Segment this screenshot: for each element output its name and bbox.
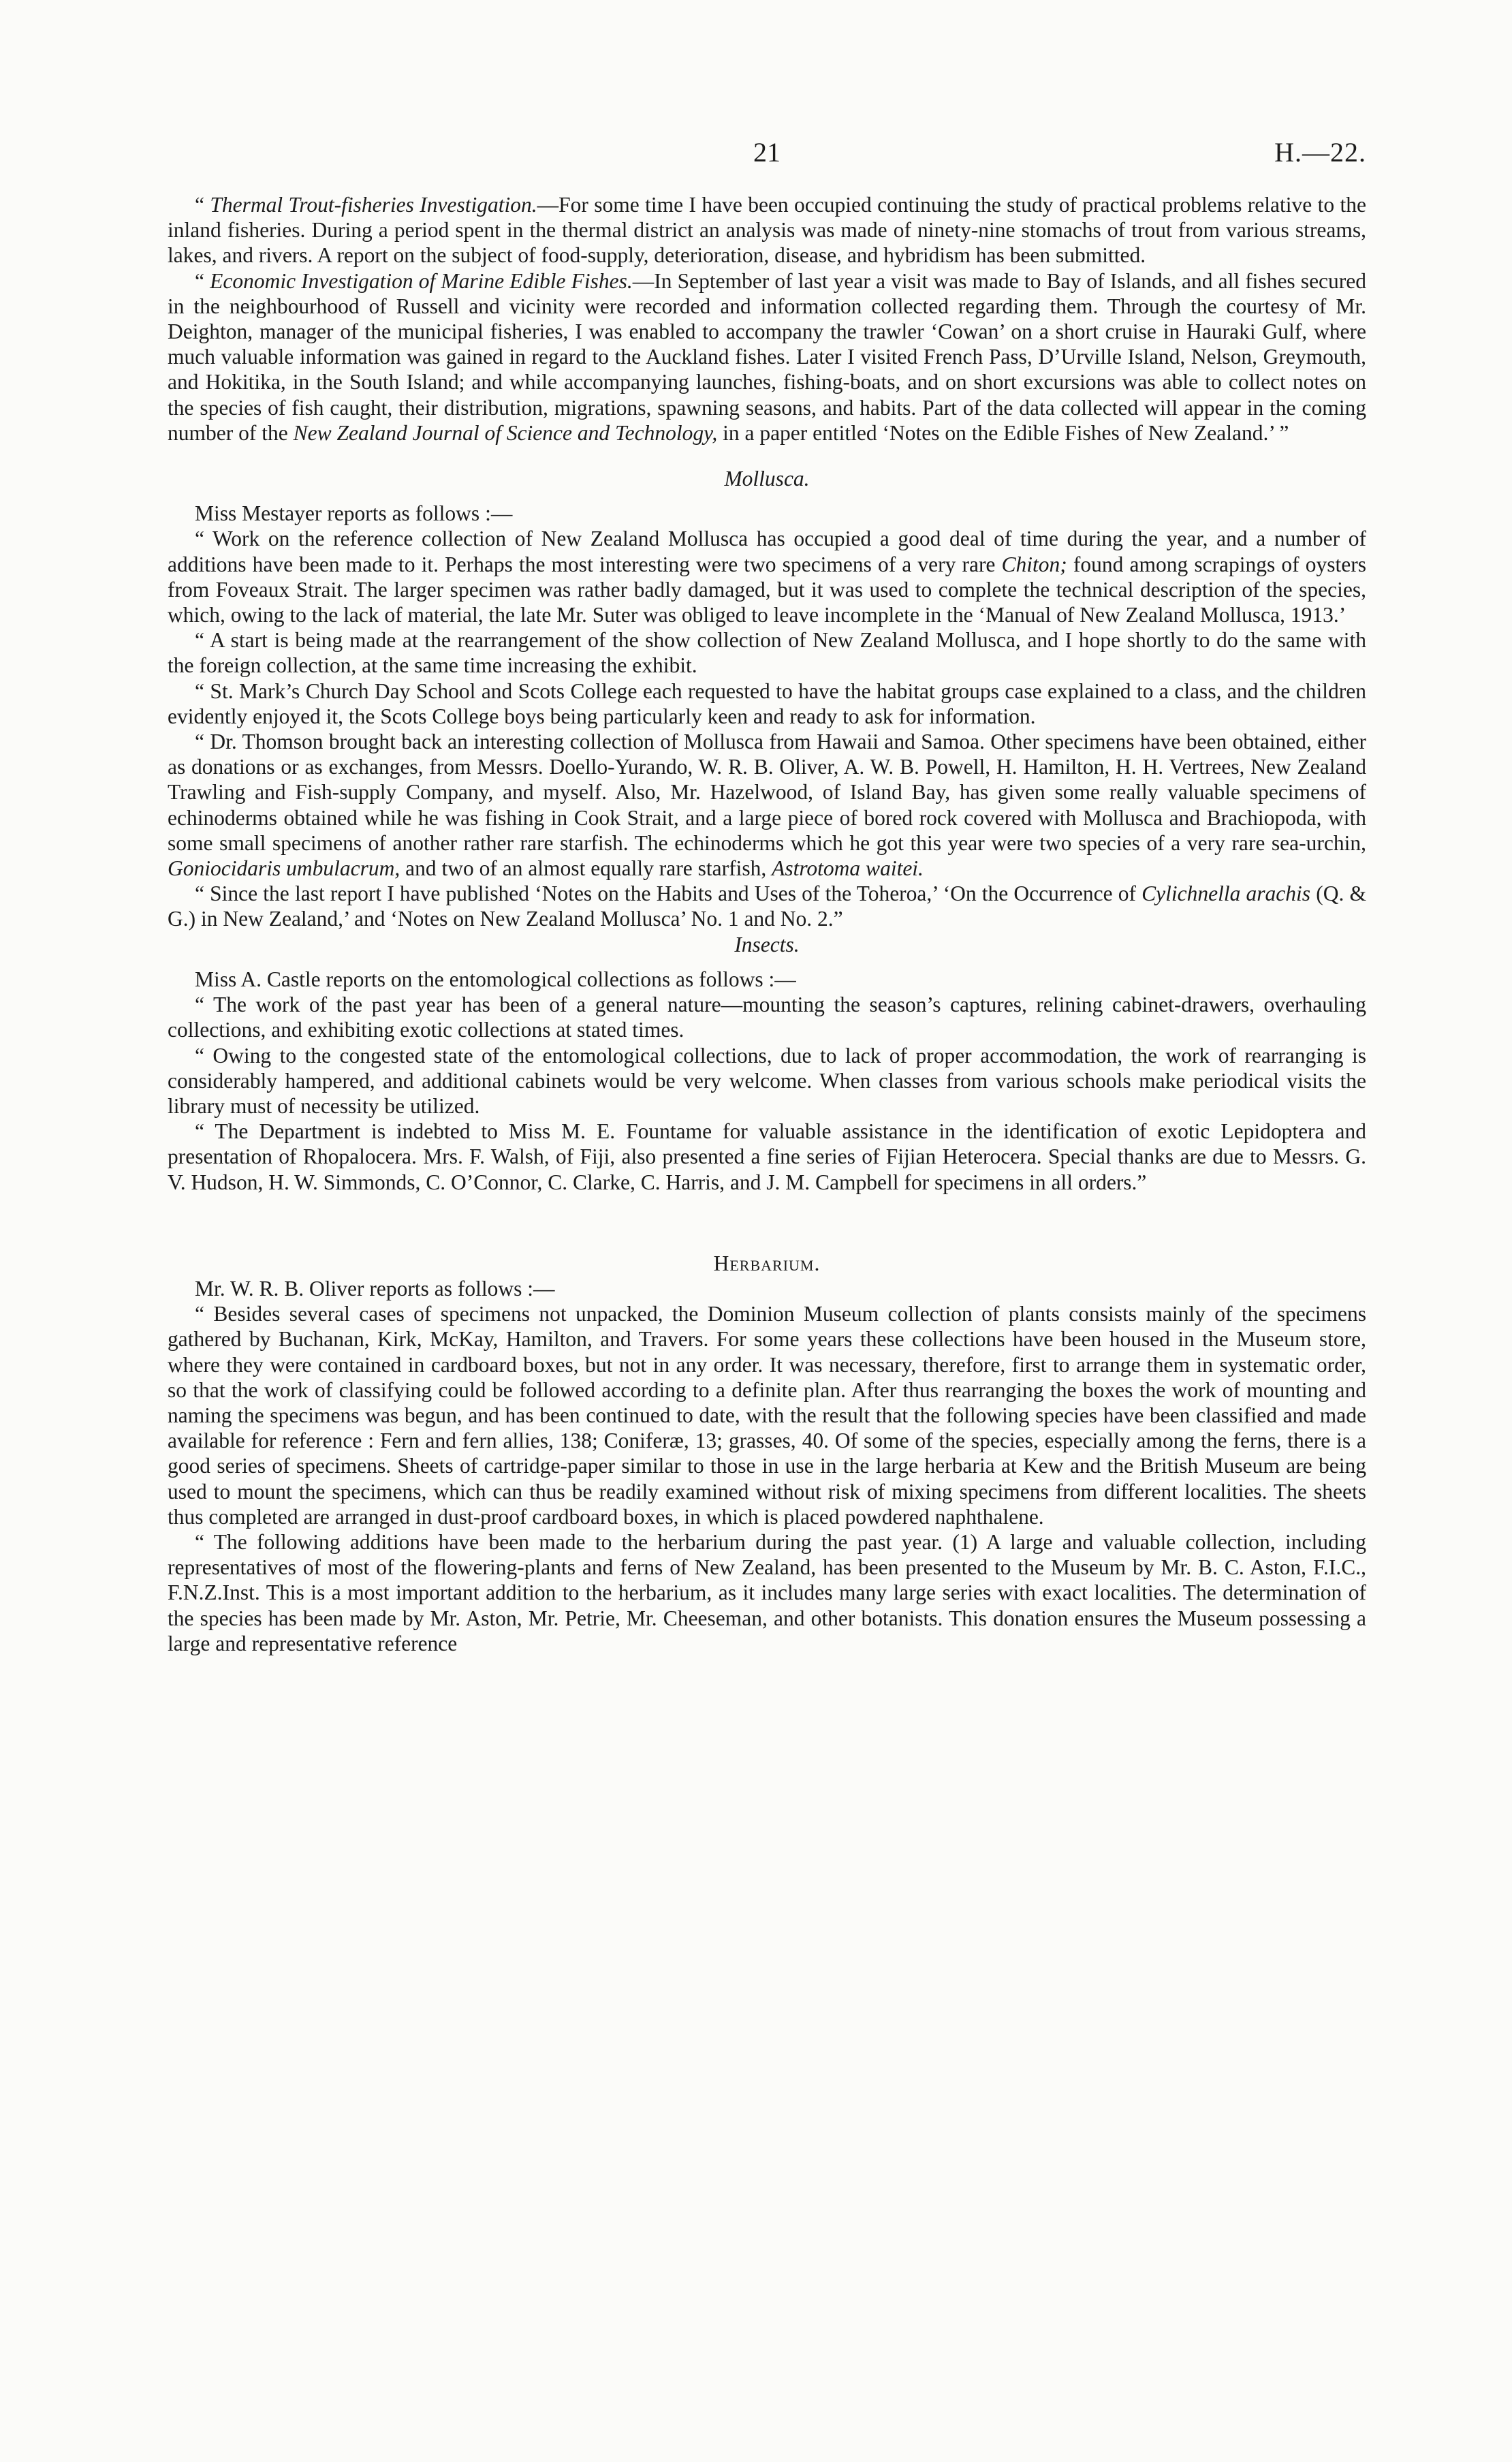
species-name: Goniocidaris umbulacrum, <box>168 856 400 881</box>
mollusca-paragraph-1 <box>168 526 1366 627</box>
section-heading-mollusca: Mollusca. <box>724 467 810 491</box>
mollusca-intro: Miss Mestayer reports as follows :— <box>195 501 513 526</box>
trout-section-text: —For some time I have been occupied continuing the study of practical problems relative to the inland fisheries. During a period spent in the thermal district an analysis was made of ninety-nine stomachs of trout from various streams, lakes, and rivers. A report on the subject of food-supply, deterioration, disease, and hybridism has been submitted. <box>168 193 1366 268</box>
text-run: “ Work on the reference collection of New Zealand Mollusca has occupied a good deal of time during the year, and a number of additions have been made to it. Perhaps the most interesting were two specimens of a very rare <box>168 527 1366 576</box>
insects-paragraph-2: “ Owing to the congested state of the entomological collections, due to lack of proper accommodation, the work of rearranging is considerably hampered, and additional cabinets would be very welcome. When classes from various schools make periodical visits the library must of necessity be utilized. <box>168 1043 1366 1118</box>
species-name: Cylichnella arachis <box>1141 882 1311 906</box>
text-run: “ Dr. Thomson brought back an interesting collection of Mollusca from Hawaii and Samoa. Other specimens have been obtained, either as donations or as exchanges, from Messrs. Doello-Yurando, W. R. B. Oliver, A. W. B. Powell, H. Hamilton, H. H. Vertrees, New Zealand Trawling and Fish-supply Company, and myself. Also, Mr. Hazelwood, of Island Bay, has given some really valuable specimens of echinoderms obtained while he was fishing in Cook Strait, and a large piece of bored rock covered with Mollusca and Brachiopoda, with some small specimens of another rather rare starfish. The echinoderms which he got this year were two species of a very rare sea-urchin, <box>168 730 1366 855</box>
insects-intro: Miss A. Castle reports on the entomological collections as follows :— <box>195 967 796 991</box>
mollusca-paragraph-3: “ St. Mark’s Church Day School and Scots College each requested to have the habitat groups case explained to a class, and the children evidently enjoyed it, the Scots College boys being particularly keen and ready to ask for information. <box>168 679 1366 728</box>
mollusca-paragraph-5 <box>168 881 1366 931</box>
document-body <box>168 192 1366 1656</box>
section-heading-herbarium: Herbarium. <box>713 1251 821 1275</box>
herbarium-paragraph-1: “ Besides several cases of specimens not unpacked, the Dominion Museum collection of plants consists mainly of the specimens gathered by Buchanan, Kirk, McKay, Hamilton, and Travers. For some years these collections have been housed in the Museum store, where they were contained in cardboard boxes, but not in any order. It was necessary, therefore, first to arrange them in systematic order, so that the work of classifying could be followed according to a definite plan. After thus rearranging the boxes the work of mounting and naming the specimens was begun, and has been continued to date, with the result that the following species have been classified and made available for reference : Fern and fern allies, 138; Coniferæ, 13; grasses, 40. Of some of the species, especially among the ferns, there is a good series of specimens. Sheets of cartridge-paper similar to those in use in the large herbaria at Kew and the British Museum are being used to mount the specimens, which can thus be readily examined without risk of mixing specimens from different localities. The sheets thus completed are arranged in dust-proof cardboard boxes, in which is placed powdered naphthalene. <box>168 1302 1366 1529</box>
marine-section-text-b: in a paper entitled ‘Notes on the Edible Fishes of New Zealand.’ ” <box>717 420 1289 445</box>
paragraph-trout-fisheries <box>168 192 1366 268</box>
document-reference: H.—22. <box>1274 137 1366 168</box>
text-run: and two of an almost equally rare starfish, <box>400 856 772 881</box>
text-run: (Q. & G.) in New Zealand,’ and ‘Notes on New Zealand Mollusca’ No. 1 and No. 2.” <box>168 882 1366 931</box>
journal-title: New Zealand Journal of Science and Technology, <box>293 420 718 445</box>
text-run: “ Since the last report I have published ‘Notes on the Habits and Uses of the Toheroa,’ ‘On the Occurrence of <box>195 882 1142 906</box>
species-name: Chiton; <box>1001 552 1067 576</box>
marine-section-title: Economic Investigation of Marine Edible Fishes. <box>210 268 633 293</box>
insects-paragraph-3: “ The Department is indebted to Miss M. E. Fountame for valuable assistance in the identification of exotic Lepidoptera and presentation of Rhopalocera. Mrs. F. Walsh, of Fiji, also presented a fine series of Fijian Heterocera. Special thanks are due to Messrs. G. V. Hudson, H. W. Simmonds, C. O’Connor, C. Clarke, C. Harris, and J. M. Campbell for specimens in all orders.” <box>168 1119 1366 1194</box>
page-number: 21 <box>753 137 781 168</box>
section-heading-insects: Insects. <box>734 932 800 956</box>
trout-section-title: Thermal Trout-fisheries Investigation. <box>210 193 537 217</box>
paragraph-marine-fishes <box>168 268 1366 446</box>
text-run: found among scrapings of oysters from Foveaux Strait. The larger specimen was rather badly damaged, but it was used to complete the technical description of the species, which, owing to the lack of material, the late Mr. Suter was obliged to leave incomplete in the ‘Manual of New Zealand Mollusca, 1913.’ <box>168 552 1366 627</box>
species-name: Astrotoma waitei. <box>772 856 924 881</box>
mollusca-paragraph-2: “ A start is being made at the rearrangement of the show collection of New Zealand Mollusca, and I hope shortly to do the same with the foreign collection, at the same time increasing the exhibit. <box>168 628 1366 678</box>
marine-section-text-a: —In September of last year a visit was made to Bay of Islands, and all fishes secured in the neighbourhood of Russell and vicinity were recorded and information collected regarding them. Through the courtesy of Mr. Deighton, manager of the municipal fisheries, I was enabled to accompany the trawler ‘Cowan’ on a short cruise in Hauraki Gulf, where much valuable information was gained in regard to the Auckland fishes. Later I visited French Pass, D’Urville Island, Nelson, Greymouth, and Hokitika, in the South Island; and while accompanying launches, fishing-boats, and on short excursions was able to collect notes on the species of fish caught, their distribution, migrations, spawning seasons, and habits. Part of the data collected will appear in the coming number of the <box>168 268 1366 445</box>
insects-paragraph-1: “ The work of the past year has been of a general nature—mounting the season’s captures, relining cabinet-drawers, overhauling collections, and exhibiting exotic collections at stated times. <box>168 993 1366 1042</box>
herbarium-paragraph-2: “ The following additions have been made to the herbarium during the past year. (1) A large and valuable collection, including representatives of most of the flowering-plants and ferns of New Zealand, has been presented to the Museum by Mr. B. C. Aston, F.I.C., F.N.Z.Inst. This is a most important addition to the herbarium, as it includes many large series with exact localities. The determination of the species has been made by Mr. Aston, Mr. Petrie, Mr. Cheeseman, and other botanists. This donation ensures the Museum possessing a large and representative reference <box>168 1529 1366 1655</box>
herbarium-intro: Mr. W. R. B. Oliver reports as follows :— <box>195 1276 555 1300</box>
page-header <box>168 136 1366 177</box>
mollusca-paragraph-4 <box>168 729 1366 881</box>
open-quote: “ <box>195 193 204 217</box>
open-quote: “ <box>195 268 204 293</box>
